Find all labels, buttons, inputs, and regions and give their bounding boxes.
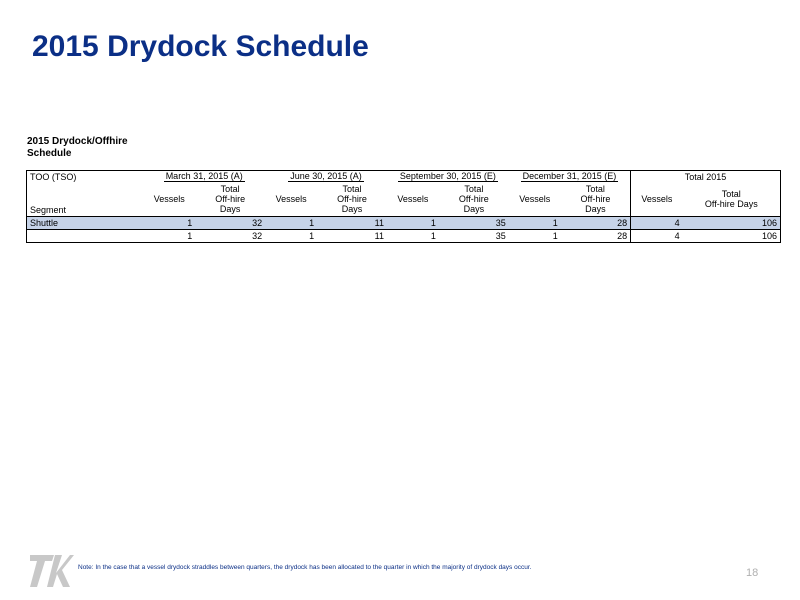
vessels-header: Vessels [265, 182, 317, 216]
offhire-days-header: Total Off-hire Days [317, 182, 387, 216]
value-cell: 35 [439, 229, 509, 242]
value-cell: 1 [143, 216, 195, 229]
period-header-q2: June 30, 2015 (A) [265, 171, 387, 183]
value-cell: 1 [509, 229, 561, 242]
segment-cell: Shuttle [27, 216, 144, 229]
value-cell: 28 [561, 229, 631, 242]
segment-cell [27, 229, 144, 242]
total-header: Total 2015 [631, 171, 781, 183]
period-header-row [27, 171, 781, 183]
value-cell: 1 [387, 229, 439, 242]
offhire-days-header: Total Off-hire Days [561, 182, 631, 216]
value-cell: 4 [631, 216, 683, 229]
column-header-row [27, 182, 781, 216]
value-cell: 106 [683, 229, 781, 242]
value-cell: 11 [317, 216, 387, 229]
period-header-q4: December 31, 2015 (E) [509, 171, 631, 183]
table-row-shuttle [27, 216, 781, 229]
value-cell: 106 [683, 216, 781, 229]
value-cell: 1 [143, 229, 195, 242]
total-offhire-days-header: Total Off-hire Days [683, 182, 781, 216]
value-cell: 1 [265, 216, 317, 229]
period-header-q3: September 30, 2015 (E) [387, 171, 509, 183]
period-header-q1: March 31, 2015 (A) [143, 171, 265, 183]
vessels-header: Vessels [387, 182, 439, 216]
table-row-total [27, 229, 781, 242]
page-number: 18 [746, 567, 759, 579]
offhire-days-header: Total Off-hire Days [195, 182, 265, 216]
vessels-header: Vessels [143, 182, 195, 216]
page-title: 2015 Drydock Schedule [32, 30, 369, 63]
value-cell: 1 [265, 229, 317, 242]
vessels-header: Vessels [509, 182, 561, 216]
value-cell: 28 [561, 216, 631, 229]
value-cell: 11 [317, 229, 387, 242]
value-cell: 1 [387, 216, 439, 229]
total-vessels-header: Vessels [631, 182, 683, 216]
table-subtitle: 2015 Drydock/Offhire Schedule [27, 136, 128, 159]
footnote: Note: In the case that a vessel drydock straddles between quarters, the drydock has been allocated to the quarter in which the majority of drydock days occur. [78, 564, 532, 571]
value-cell: 32 [195, 229, 265, 242]
value-cell: 1 [509, 216, 561, 229]
value-cell: 32 [195, 216, 265, 229]
segment-label: Segment [27, 182, 144, 216]
tk-logo-icon [28, 553, 74, 589]
drydock-schedule-table [26, 170, 781, 243]
company-label: TOO (TSO) [27, 171, 144, 183]
value-cell: 4 [631, 229, 683, 242]
value-cell: 35 [439, 216, 509, 229]
offhire-days-header: Total Off-hire Days [439, 182, 509, 216]
